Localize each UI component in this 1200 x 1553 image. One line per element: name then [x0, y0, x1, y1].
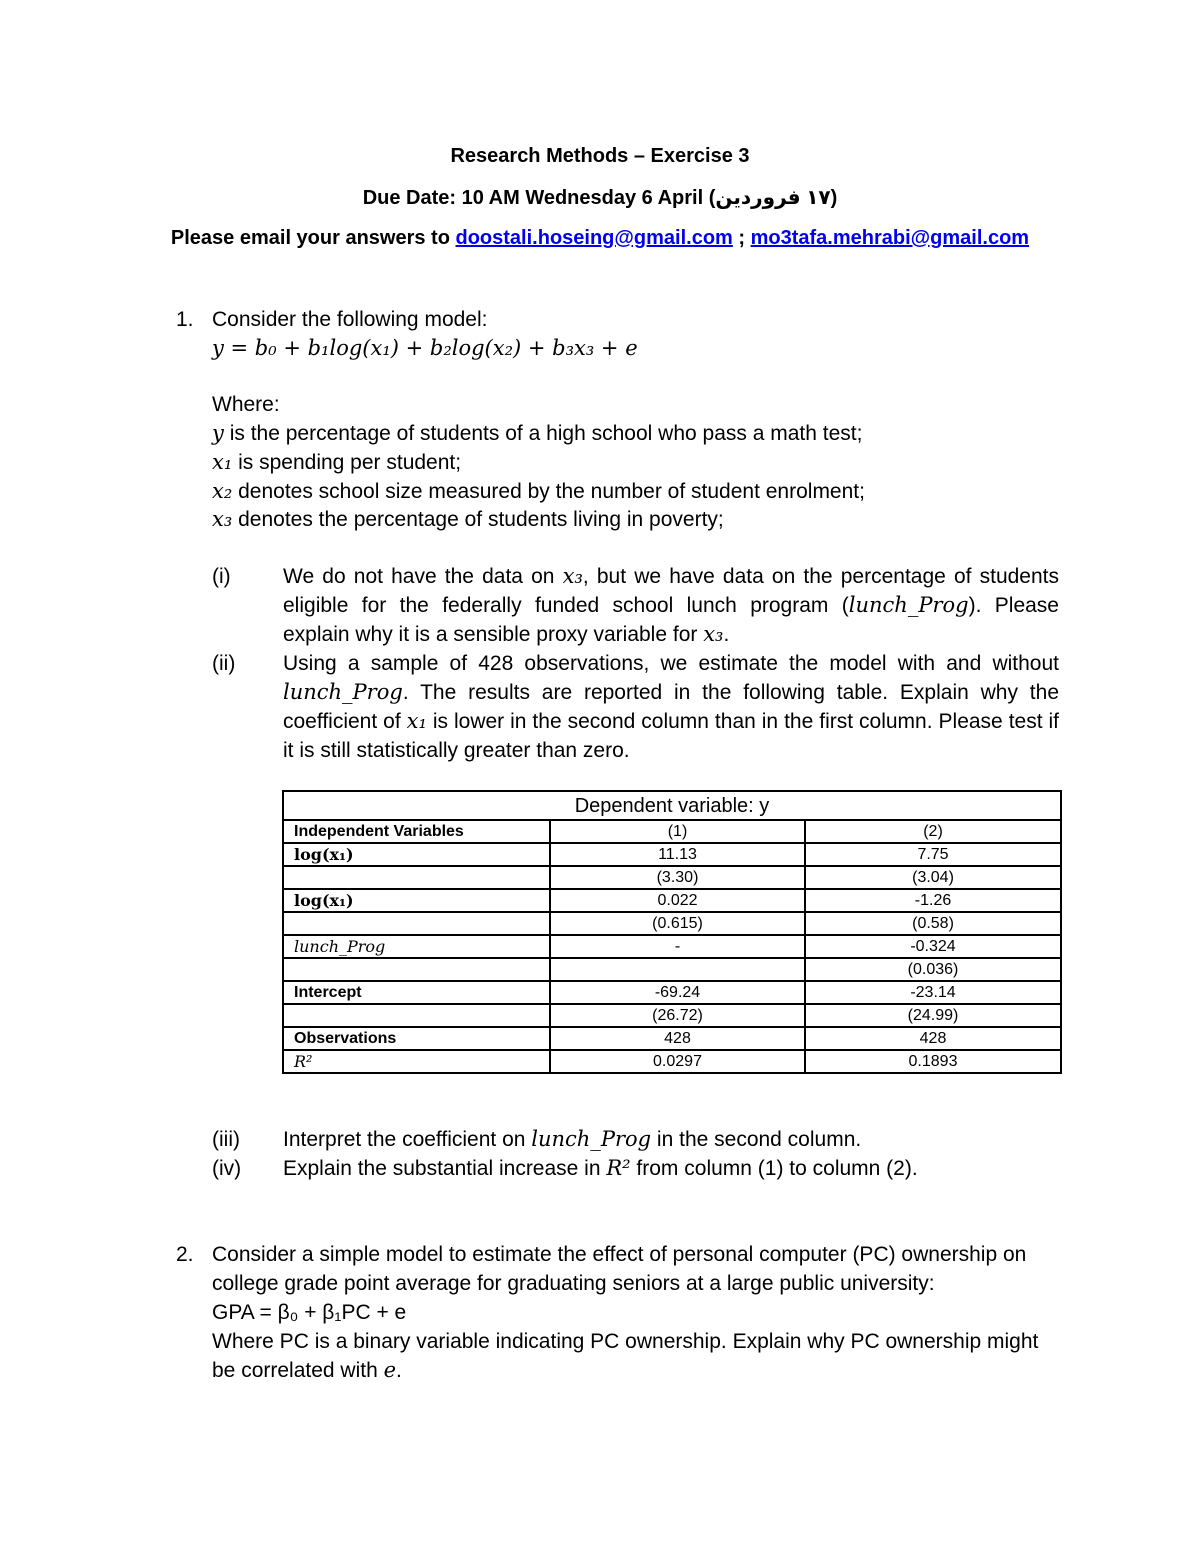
- def-symbol: y: [212, 421, 224, 445]
- cell-col2: (0.58): [805, 912, 1061, 935]
- part-i-d: .: [723, 623, 730, 646]
- col-header-1: (1): [550, 820, 805, 843]
- cell-col2: -1.26: [805, 889, 1061, 912]
- cell-col2: (24.99): [805, 1004, 1061, 1027]
- def-symbol: x₂: [212, 479, 233, 503]
- table-row: [283, 1050, 1061, 1073]
- q1-def-y: [212, 419, 862, 448]
- table-row: [283, 866, 1061, 889]
- q2-line2a: Where PC is a binary variable indicating PC ownership. Explain why PC ownership might be correlated with: [212, 1330, 1039, 1382]
- part-ii-b: . The results are reported in the following table. Explain why the coefficient of: [283, 681, 1059, 733]
- q1-where: Where:: [212, 393, 280, 416]
- q2-equation: GPA = β₀ + β₁PC + e: [212, 1301, 407, 1324]
- cell-col2: (3.04): [805, 866, 1061, 889]
- q1-def-x2: [212, 477, 865, 506]
- q1-equation: y = b₀ + b₁log(x₁) + b₂log(x₂) + b₃x₃ + e: [212, 336, 638, 360]
- row-label: Observations: [283, 1027, 550, 1050]
- q1-def-x3: [212, 505, 724, 534]
- cell-col1: 428: [550, 1027, 805, 1050]
- q2-line2: [212, 1327, 1062, 1385]
- col-header-2: (2): [805, 820, 1061, 843]
- table-caption-row: [283, 791, 1061, 820]
- table-row: [283, 1027, 1061, 1050]
- q1-intro: Consider the following model:: [212, 308, 488, 331]
- row-label: [283, 1004, 550, 1027]
- part-ii-text: [283, 649, 1059, 765]
- row-label: lunch_Prog: [283, 935, 550, 958]
- table-row: [283, 912, 1061, 935]
- def-text: denotes the percentage of students living in poverty;: [232, 508, 724, 531]
- table-row: [283, 843, 1061, 866]
- due-date: [0, 184, 1200, 212]
- part-ii-a: Using a sample of 428 observations, we estimate the model with and without: [283, 652, 1059, 675]
- cell-col1: 0.0297: [550, 1050, 805, 1073]
- q2-line2-sym: e: [383, 1358, 397, 1382]
- part-iv-sym: R²: [606, 1156, 631, 1180]
- email-link-2[interactable]: mo3tafa.mehrabi@gmail.com: [750, 227, 1030, 249]
- cell-col1: (26.72): [550, 1004, 805, 1027]
- part-i-a: We do not have the data on: [283, 565, 563, 588]
- due-prefix: Due Date: 10 AM Wednesday 6 April (: [362, 187, 716, 209]
- part-ii-c: is lower in the second column than in the first column. Please test if it is still statistically greater than zero.: [283, 710, 1060, 762]
- part-i-var: lunch_Prog: [848, 593, 969, 617]
- part-ii-label: (ii): [212, 652, 236, 675]
- q1-def-x1: [212, 448, 461, 477]
- cell-col1: 0.022: [550, 889, 805, 912]
- table-row: [283, 889, 1061, 912]
- part-ii-sym: x₁: [406, 709, 427, 733]
- email-line: [0, 224, 1200, 252]
- part-iv-text: [283, 1154, 1059, 1183]
- def-text: denotes school size measured by the number of student enrolment;: [232, 480, 865, 503]
- table-row: [283, 958, 1061, 981]
- row-label: log(x₁): [283, 843, 550, 866]
- part-i-b: , but we have data on the percentage of students eligible for the federally funded school lunch program (: [283, 565, 1059, 617]
- part-iii-text: [283, 1125, 1059, 1154]
- cell-col1: (0.615): [550, 912, 805, 935]
- q1-number: 1.: [176, 308, 194, 331]
- cell-col2: -0.324: [805, 935, 1061, 958]
- part-i-c: ). Please explain why it is a sensible proxy variable for: [283, 594, 1059, 646]
- def-text: is the percentage of students of a high school who pass a math test;: [223, 422, 863, 445]
- table-row: [283, 935, 1061, 958]
- cell-col1: [550, 958, 805, 981]
- row-label: R²: [283, 1050, 550, 1073]
- cell-col1: (3.30): [550, 866, 805, 889]
- def-symbol: x₁: [212, 450, 233, 474]
- q2-line1: Consider a simple model to estimate the effect of personal computer (PC) ownership on college grade point average for graduating seniors at a large public university:: [212, 1243, 1027, 1295]
- cell-col2: (0.036): [805, 958, 1061, 981]
- cell-col2: 7.75: [805, 843, 1061, 866]
- regression-table: [282, 790, 1062, 1074]
- doc-title: Research Methods – Exercise 3: [450, 145, 750, 167]
- part-i-text: [283, 562, 1059, 649]
- cell-col1: 11.13: [550, 843, 805, 866]
- part-iv-label: (iv): [212, 1157, 242, 1180]
- table-row: [283, 981, 1061, 1004]
- table-caption: Dependent variable: y: [283, 791, 1061, 820]
- row-label: [283, 866, 550, 889]
- row-label: [283, 912, 550, 935]
- part-iii-b: in the second column.: [651, 1128, 862, 1151]
- def-symbol: x₃: [212, 507, 233, 531]
- part-iii-a: Interpret the coefficient on: [283, 1128, 532, 1151]
- part-i-sym: x₃: [562, 564, 583, 588]
- q2-number: 2.: [176, 1243, 194, 1266]
- part-iii-var: lunch_Prog: [531, 1127, 652, 1151]
- email-link-1[interactable]: doostali.hoseing@gmail.com: [455, 227, 733, 249]
- def-text: is spending per student;: [232, 451, 462, 474]
- col-header-variables: Independent Variables: [283, 820, 550, 843]
- cell-col2: 428: [805, 1027, 1061, 1050]
- part-iii-label: (iii): [212, 1128, 240, 1151]
- due-suffix: ): [830, 187, 838, 209]
- email-prefix: Please email your answers to: [170, 227, 456, 249]
- cell-col2: 0.1893: [805, 1050, 1061, 1073]
- part-i-sym2: x₃: [703, 622, 724, 646]
- row-label: log(x₁): [283, 889, 550, 912]
- q2-text: [212, 1240, 1062, 1385]
- part-iv-a: Explain the substantial increase in: [283, 1157, 607, 1180]
- email-separator: ;: [732, 227, 751, 249]
- q2-line2b: .: [396, 1359, 402, 1382]
- part-i-label: (i): [212, 565, 231, 588]
- part-ii-var: lunch_Prog: [283, 680, 403, 704]
- cell-col1: -: [550, 935, 805, 958]
- due-persian-date: ۱۷ فروردین: [715, 187, 831, 209]
- row-label: [283, 958, 550, 981]
- part-iv-b: from column (1) to column (2).: [630, 1157, 918, 1180]
- table-header-row: [283, 820, 1061, 843]
- row-label: Intercept: [283, 981, 550, 1004]
- cell-col1: -69.24: [550, 981, 805, 1004]
- table-row: [283, 1004, 1061, 1027]
- cell-col2: -23.14: [805, 981, 1061, 1004]
